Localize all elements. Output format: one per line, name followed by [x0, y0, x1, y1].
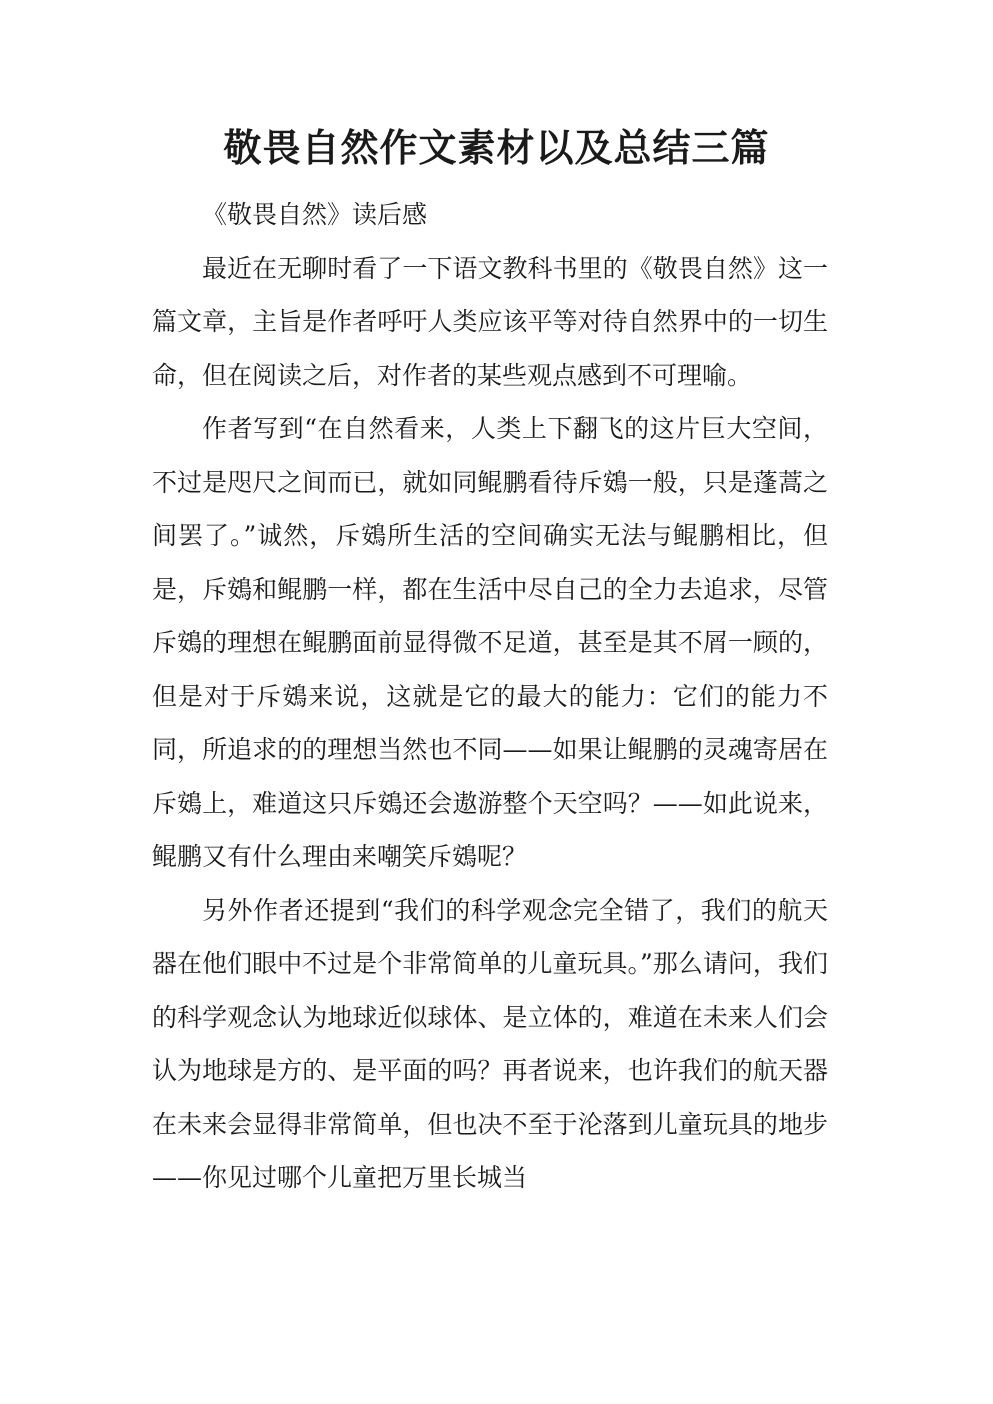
body-paragraph: 最近在无聊时看了一下语文教科书里的《敬畏自然》这一篇文章，主旨是作者呼吁人类应该平等对待自然界中的一切生命，但在阅读之后，对作者的某些观点感到不可理喻。 — [152, 253, 828, 390]
body-paragraph: 另外作者还提到“我们的科学观念完全错了，我们的航天器在他们眼中不过是个非常简单的儿童玩具。”那么请问，我们的科学观念认为地球近似球体、是立体的，难道在未来人们会认为地球是方的、是平面的吗？再者说来，也许我们的航天器在未来会显得非常简单，但也决不至于沦落到儿童玩具的地步——你见过哪个儿童把万里长城当 — [152, 895, 828, 1192]
document-title: 敬畏自然作文素材以及总结三篇 — [223, 125, 770, 170]
body-paragraph: 作者写到“在自然看来，人类上下翻飞的这片巨大空间，不过是咫尺之间而已，就如同鲲鹏看待斥鴳一般，只是蓬蒿之间罢了。”诚然，斥鴳所生活的空间确实无法与鲲鹏相比，但是，斥鴳和鲲鹏一样，都在生活中尽自己的全力去追求，尽管斥鴳的理想在鲲鹏面前显得微不足道，甚至是其不屑一顾的，但是对于斥鴳来说，这就是它的最大的能力：它们的能力不同，所追求的的理想当然也不同——如果让鲲鹏的灵魂寄居在斥鴳上，难道这只斥鴳还会遨游整个天空吗？——如此说来，鲲鹏又有什么理由来嘲笑斥鴳呢？ — [152, 414, 828, 871]
section-heading: 《敬畏自然》读后感 — [202, 200, 428, 229]
document-body — [152, 188, 828, 1205]
